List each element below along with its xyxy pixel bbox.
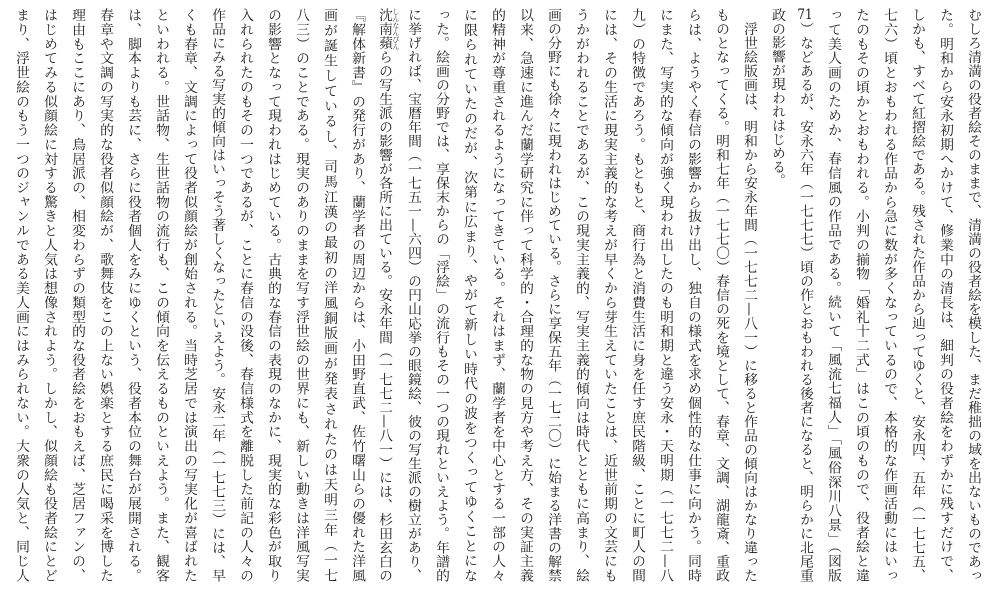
text-column: 政の影響が現われはじめる。: [769, 8, 785, 188]
text-column: った。絵画の分野では、享保末からの「浮絵」の流行もその一つの現れといえよう。年譜的: [433, 8, 449, 582]
text-column: に限られていたのだが、次第に広まり、やがて新しい時代の波をつくってゆくことにな: [461, 8, 477, 582]
ruby-reading: しんなんびん: [391, 8, 399, 50]
text-column: ものとなってくる。明和七年（一七七〇）春信の死を境として、春章、文調、湖龍斎、重政: [713, 8, 729, 582]
text-column: しかも、すべて紅摺絵である。残された作品から辿ってゆくと、安永四、五年（一七七五、: [909, 8, 925, 582]
text-column: には、その生活に現実主義的な考えが早くから芽生えていたことは、近世前期の文芸にも: [601, 8, 617, 582]
column-text: ）などあるが、安永六年（一七七七）頃の作とおもわれる後者になると、明らかに北尾重: [797, 22, 813, 582]
text-column: はじめてみる似顔絵に対する驚きと人気は想像されよう。しかし、似顔絵も役者絵にとど: [41, 8, 57, 582]
text-column: らは、ようやく春信の影響から抜け出し、独自の様式を求め個性的な仕事に向かう。同時: [685, 8, 701, 582]
column-text: らの写生派の影響が各所に出ている。安永年間（一七七二—八一）には、杉田玄白の: [376, 50, 392, 582]
text-column: にまた、写実的な傾向が強く現われ出したのも明和期と違う安永・天明期（一七七二—八: [657, 8, 673, 582]
text-column: 画の分野にも徐々に現われはじめている。さらに享保五年（一七二〇）に始まる洋書の解禁: [545, 8, 561, 582]
text-column: といわれる。世話物、生世話物の流行も、この傾向を伝えるものといえよう。また、観客: [153, 8, 169, 582]
text-column: 理由もここにあり、鳥居派の、相変わらずの類型的な役者絵をおもえば、芝居ファンの、: [69, 8, 85, 582]
text-column: は、脚本よりも芸に、さらに役者個人をみにゆくという、役者本位の舞台が展開される。: [125, 8, 141, 582]
text-column: の影響となって現われはじめている。古典的な春信の表現のなかに、現実的な彩色が取り: [265, 8, 281, 582]
ruby-base: 沈南蘋: [376, 8, 392, 51]
text-column: って美人画のためか、春信風の作品である。続いて「風流七福人」「風俗深川八景」（図版: [825, 8, 841, 582]
text-column: 浮世絵版画は、明和から安永年間（一七七二—八一）に移ると作品の傾向はかなり違った: [741, 8, 757, 582]
text-column: 以来、急速に進んだ蘭学研究に伴って科学的・合理的な物の見方や考え方、その実証主義: [517, 8, 533, 582]
text-column: むしろ清満の役者絵そのままで、清満の役者絵を模した、まだ稚拙の域を出ないものであっ: [965, 8, 981, 582]
text-column: [371, 8, 399, 582]
text-column: 作品にみる写実的傾向はいっそう著しくなったといえよう。安永二年（一七七三）には、早: [209, 8, 225, 582]
text-column: に挙げれば、宝暦年間（一七五一—六四）の円山応挙の眼鏡絵、彼の写生派の樹立があり、: [405, 8, 421, 582]
vertical-text-body: [7, 8, 987, 582]
ruby-annotation: [376, 8, 399, 51]
text-column: まり、浮世絵のもう一つのジャンルである美人画にはみられない。大衆の人気と、同じ人: [13, 8, 29, 582]
text-column: 画が誕生しているし、司馬江漢の最初の洋風銅版画が発表されたのは天明三年（一七: [321, 8, 337, 582]
text-column: くも春章、文調によって役者似顔絵が創始される。当時芝居では演出の写実化が喜ばれた: [181, 8, 197, 582]
text-column: たのもその頃かとおもわれる。小判の揃物「婚礼十二式」はこの頃のもので、役者絵と違: [853, 8, 869, 582]
text-column: 『解体新書』の発行があり、蘭学者の周辺からは、小田野直武、佐竹曙山らの優れた洋風: [349, 8, 365, 582]
text-column: 入れられたのもその一つであるが、ことに春信の没後、春信様式を離脱した前記の人々の: [237, 8, 253, 582]
text-column: 的精神が尊重されるようになってきている。それはまず、蘭学者を中心とする一部の人々: [489, 8, 505, 582]
figure-number: 71: [797, 8, 813, 22]
text-column: うかがわれることであるが、この現実主義的、写実主義的傾向は時代とともに高まり、絵: [573, 8, 589, 582]
text-column: 七六）頃とおもわれる作品から急に数が多くなっているので、本格的な作画活動にはいっ: [881, 8, 897, 582]
text-column: た。明和から安永初期へかけて、修業中の清長は、細判の役者絵をわずかに残すだけで、: [937, 8, 953, 582]
text-column: 春章や文調の写実的な役者似顔絵が、歌舞伎をこの上ない娯楽とする庶民に喝采を博した: [97, 8, 113, 582]
text-column: [791, 8, 819, 582]
text-column: 九）の特徴であろう。もともと、商行為と消費生活に身を任す庶民階級、ことに町人の間: [629, 8, 645, 582]
text-column: 八三）のことである。現実のありのままを写す浮世絵の世界にも、新しい動きは洋風写実: [293, 8, 309, 582]
